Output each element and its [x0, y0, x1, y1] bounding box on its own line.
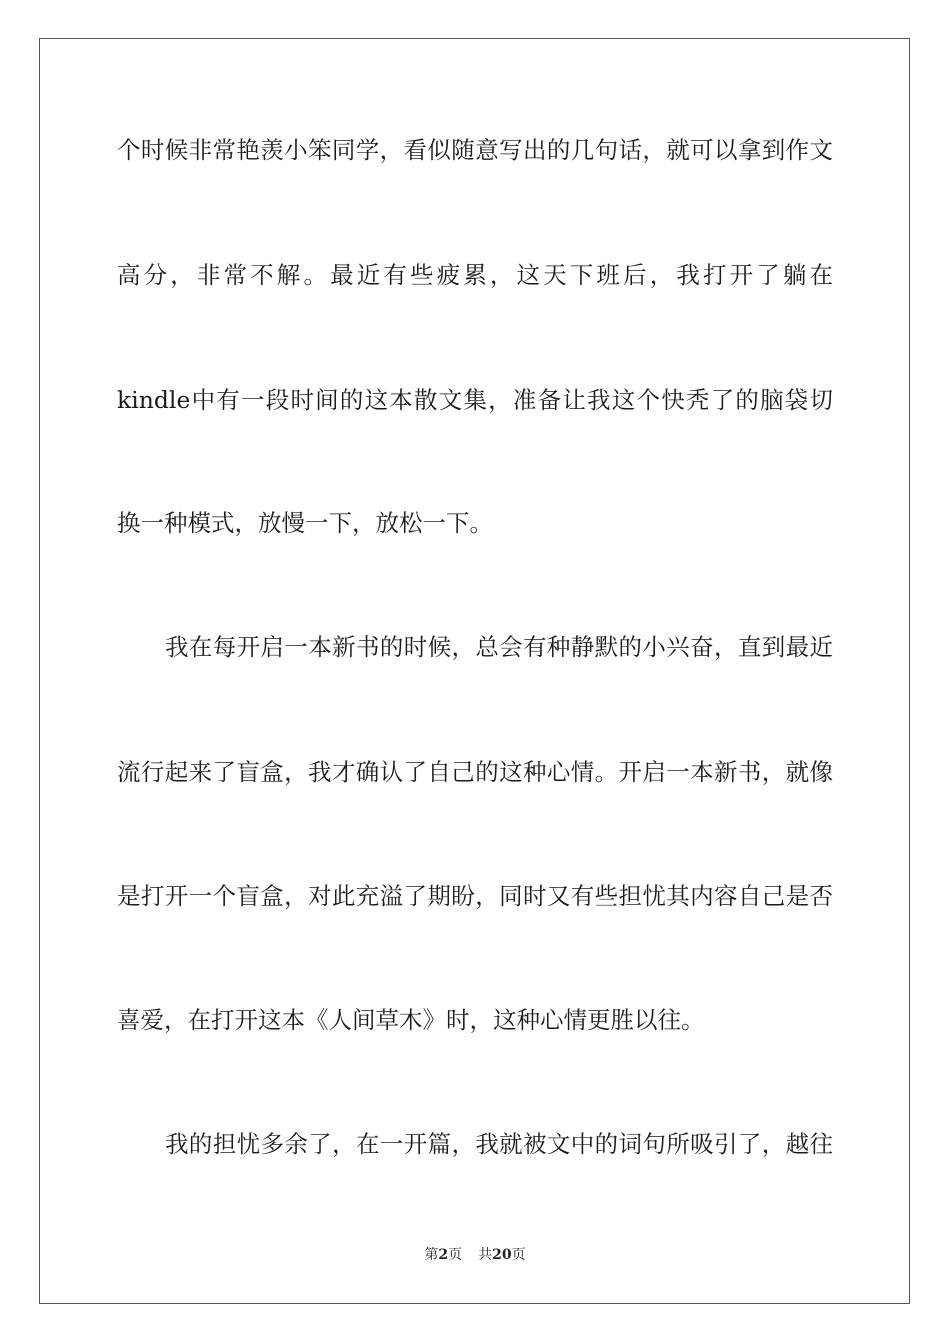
- page-total-prefix: 共: [478, 1247, 493, 1263]
- text-line: kindle中有一段时间的这本散文集，准备让我这个快秃了的脑袋切: [117, 386, 833, 414]
- page-number-prefix: 第: [424, 1247, 439, 1263]
- page-footer: [0, 1245, 950, 1265]
- text-line: 我的担忧多余了，在一开篇，我就被文中的词句所吸引了，越往: [165, 1130, 833, 1158]
- page-border: [39, 38, 910, 1304]
- page-total-suffix: 页: [511, 1247, 526, 1263]
- text-line: 换一种模式，放慢一下，放松一下。: [117, 509, 493, 537]
- text-line: 喜爱，在打开这本《人间草木》时，这种心情更胜以往。: [117, 1006, 705, 1034]
- text-line: 是打开一个盲盒，对此充溢了期盼，同时又有些担忧其内容自己是否: [117, 882, 833, 910]
- text-line: 个时候非常艳羡小笨同学，看似随意写出的几句话，就可以拿到作文: [117, 136, 833, 164]
- page-total-count: 20: [492, 1247, 512, 1263]
- text-line: 我在每开启一本新书的时候，总会有种静默的小兴奋，直到最近: [165, 633, 833, 661]
- page-number-current: 2: [438, 1247, 449, 1263]
- text-line: 高分，非常不解。最近有些疲累，这天下班后，我打开了躺在: [117, 261, 833, 289]
- text-line: 流行起来了盲盒，我才确认了自己的这种心情。开启一本新书，就像: [117, 758, 833, 786]
- page-number-suffix: 页: [448, 1247, 463, 1263]
